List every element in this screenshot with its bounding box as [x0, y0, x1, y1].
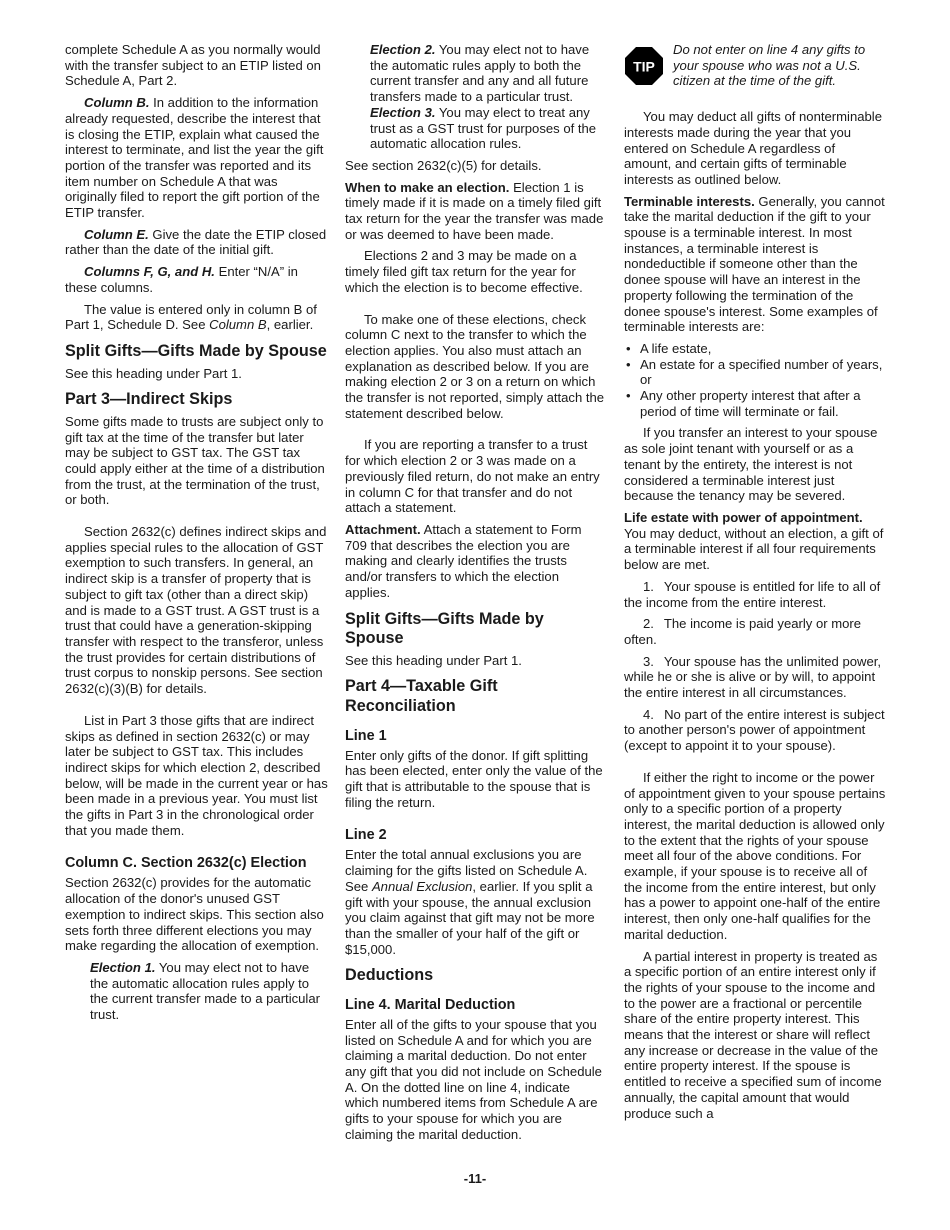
paragraph	[345, 847, 605, 957]
paragraph-column-b	[65, 95, 329, 221]
run-in-heading: Columns F, G, and H.	[84, 264, 215, 280]
paragraph: Enter all of the gifts to your spouse that you listed on Schedule A and for which you are claiming a marital deduction. Do not enter any gift that you did not include on Schedule A. On the dotted line on line 4, indicate which numbered items from Schedule A are gifts to your spouse for which you are claiming the marital deduction.	[345, 1016, 602, 1142]
paragraph-text: Election 1 is timely made if it is made on a timely filed gift tax return for the year the transfer was made or was deemed to have been made.	[345, 179, 604, 242]
requirement-2: 2. The income is paid yearly or more often.	[624, 616, 862, 647]
list-item-text: Any other property interest that after a period of time will terminate or fail.	[640, 388, 861, 419]
section-heading: Part 3—Indirect Skips	[65, 390, 233, 409]
list-item	[624, 388, 886, 419]
tip-text: Do not enter on line 4 any gifts to your spouse who was not a U.S. citizen at the time of the gift.	[673, 42, 866, 89]
column-1	[65, 42, 329, 1029]
list-item-text: A life estate,	[640, 340, 712, 356]
list-item-text: An estate for a specified number of years, or	[640, 356, 883, 388]
run-in-heading: Election 2.	[370, 42, 436, 57]
paragraph: If you transfer an interest to your spouse as sole joint tenant with yourself or as a tenant by the entirety, the interest is not considered a terminable interest just because the tenancy may be severed.	[624, 425, 878, 504]
tip-icon	[624, 46, 664, 86]
paragraph	[370, 105, 605, 152]
run-in-heading: Column E.	[84, 226, 149, 242]
paragraph: Some gifts made to trusts are subject only to gift tax at the time of the transfer but later may be subject to GST tax. The GST tax could apply either at the time of a distribution from the trust, at the termination of the trust, or both.	[65, 413, 325, 508]
paragraph-text: Generally, you cannot take the marital deduction if the gift to your spouse is a terminable interest. In most instances, a terminable interest is nondeductible if someone other than the donee spouse will have an interest in the property following the termination of the donee spouse's interest. Some examples of terminable interests are:	[624, 193, 885, 335]
run-in-heading: When to make an election.	[345, 179, 510, 195]
run-in-heading: Life estate with power of appointment.	[624, 509, 863, 525]
paragraph: See section 2632(c)(5) for details.	[345, 157, 542, 173]
paragraph-text: , earlier.	[266, 317, 314, 333]
paragraph: You may deduct all gifts of nonterminable interests made during the year that you entered on Schedule A regardless of amount, and certain gifts of terminable interests as outlined below.	[624, 109, 882, 187]
paragraph: See this heading under Part 1.	[65, 365, 242, 381]
paragraph-when	[345, 180, 605, 243]
paragraph: complete Schedule A as you normally would with the transfer subject to an ETIP listed on Schedule A, Part 2.	[65, 42, 321, 89]
paragraph: See this heading under Part 1.	[345, 652, 522, 668]
paragraph: List in Part 3 those gifts that are indirect skips as defined in section 2632(c) or may later be subject to GST tax. This includes indirect skips for which election 2, described below, will be made in the current year or has been made in a previous year. You must list the gifts in Part 3 in the chronological order that you made them.	[65, 712, 328, 838]
paragraph: To make one of these elections, check column C next to the transfer to which the election applies. You also must attach an explanation as described below. If you are making election 2 or 3 on a return on which the transfer is not reported, simply attach the statement described below.	[345, 311, 605, 421]
page-number: -11-	[463, 1171, 487, 1186]
election-2-3-block	[370, 42, 605, 152]
paragraph-text: Give the date the ETIP closed rather than the date of the initial gift.	[65, 226, 327, 258]
column-2	[345, 42, 605, 1149]
bullet: •	[626, 356, 631, 372]
paragraph	[370, 42, 605, 105]
paragraph-text: Attach a statement to Form 709 that describes the election you are making and clearly identifies the trusts and/or transfers to which the election applies.	[345, 521, 582, 600]
paragraph-text: Enter “N/A” in these columns.	[65, 264, 298, 295]
paragraph-text: In addition to the information already requested, describe the interest that is closing the ETIP, explain what caused the interest to terminate, and list the year the gift portion of the transfer was reported and its item number on Schedule A that was originally filed to report the gift portion of the ETIP transfer.	[65, 95, 324, 221]
subsection-heading: Line 4. Marital Deduction	[345, 996, 516, 1013]
run-in-heading: Election 1.	[90, 959, 156, 975]
section-heading: Split Gifts—Gifts Made by Spouse	[65, 341, 327, 360]
paragraph-terminable	[624, 194, 886, 335]
requirement-1: 1. Your spouse is entitled for life to all of the income from the entire interest.	[624, 578, 881, 610]
column-3	[624, 42, 886, 1127]
paragraph	[65, 302, 329, 333]
run-in-heading: Election 3.	[370, 104, 436, 120]
paragraph: A partial interest in property is treated as a specific portion of an entire interest only if the rights of your spouse to the income and to the power are a fractional or percentile share of the entire property interest. This means that the interest or share will reflect any increase or decrease in the value of the entire property interest. If the spouse is entitled to receive a specified sum of income annually, the capital amount that would produce such a	[624, 948, 882, 1121]
section-heading: Split Gifts—Gifts Made by Spouse	[345, 609, 544, 648]
run-in-heading: Column B.	[84, 95, 150, 111]
tip-icon-label: TIP	[633, 58, 655, 75]
paragraph: Section 2632(c) provides for the automatic allocation of the donor's unused GST exemption to indirect skips. This section also sets forth three different elections you may make regarding the allocation of exemption.	[65, 875, 324, 954]
paragraph-attachment	[345, 522, 605, 601]
paragraph: Enter only gifts of the donor. If gift splitting has been elected, enter only the value of the gift that is attributable to the spouse that is filing the return.	[345, 747, 603, 810]
requirement-3: 3. Your spouse has the unlimited power, while he or she is alive or by will, to appoint the entire interest in all circumstances.	[624, 653, 882, 701]
terminable-examples-list	[624, 341, 886, 420]
paragraph-text: You may elect to treat any trust as a GST trust for purposes of the automatic allocation rules.	[370, 104, 597, 152]
bullet: •	[626, 388, 631, 404]
paragraph-text: You may deduct, without an election, a gift of a terminable interest if all four requirements below are met.	[624, 525, 884, 573]
paragraph-life-estate	[624, 510, 886, 573]
tip-callout	[624, 42, 886, 95]
list-item	[624, 357, 886, 388]
paragraph: Elections 2 and 3 may be made on a timely filed gift tax return for the year for which the election is to become effective.	[345, 248, 583, 295]
run-in-heading: Attachment.	[345, 521, 421, 537]
bullet: •	[626, 340, 631, 356]
list-item	[624, 341, 886, 357]
paragraph-text: , earlier. If you split a gift with your spouse, the annual exclusion you claim against that gift may not be more than the smaller of your half of the gift or $15,000.	[345, 878, 595, 957]
subsection-heading: Column C. Section 2632(c) Election	[65, 855, 307, 872]
section-heading: Part 4—Taxable Gift Reconciliation	[345, 677, 498, 715]
paragraph-columns-fgh	[65, 264, 329, 295]
cross-reference: Column B	[209, 317, 267, 333]
paragraph-text: You may elect not to have the automatic rules apply to both the current transfer and any and all future transfers made to a particular trust.	[370, 42, 590, 105]
paragraph-text: The value is entered only in column B of Part 1, Schedule D. See	[65, 301, 317, 333]
section-heading: Deductions	[345, 966, 434, 985]
subsection-heading: Line 1	[345, 727, 387, 744]
paragraph-text: Enter the total annual exclusions you are claiming for the gifts listed on Schedule A. See	[345, 847, 588, 894]
run-in-heading: Terminable interests.	[624, 193, 755, 209]
election-1-block	[90, 960, 329, 1023]
paragraph-column-e	[65, 227, 329, 258]
cross-reference: Annual Exclusion	[371, 878, 473, 894]
paragraph	[90, 960, 329, 1023]
paragraph: Section 2632(c) defines indirect skips and applies special rules to the allocation of GST exemption to such transfers. In general, an indirect skip is a transfer of property that is subject to gift tax (other than a direct skip) and is made to a GST trust. A GST trust is a trust that could have a generation-skipping transfer with respect to the transferor, unless the trust provides for certain distributions of trust corpus to nonskip persons. See section 2632(c)(3)(B) for details.	[65, 524, 327, 697]
paragraph-text: You may elect not to have the automatic allocation rules apply to the current transfer made to a particular trust.	[90, 959, 320, 1023]
requirement-4: 4. No part of the entire interest is subject to another person's power of appointment (except to appoint it to your spouse).	[624, 706, 885, 754]
subsection-heading: Line 2	[345, 827, 387, 844]
paragraph: If either the right to income or the power of appointment given to your spouse pertains only to a specific portion of a property interest, the marital deduction is allowed only to the extent that the rights of your spouse meet all four of the above conditions. For example, if your spouse is to receive all of the income from the entire interest, but only has a power to appoint one-half of the entire interest, then only one-half qualifies for the marital deduction.	[624, 769, 886, 942]
paragraph: If you are reporting a transfer to a trust for which election 2 or 3 was made on a previously filed return, do not make an entry in column C for that transfer and do not attach a statement.	[345, 437, 600, 516]
